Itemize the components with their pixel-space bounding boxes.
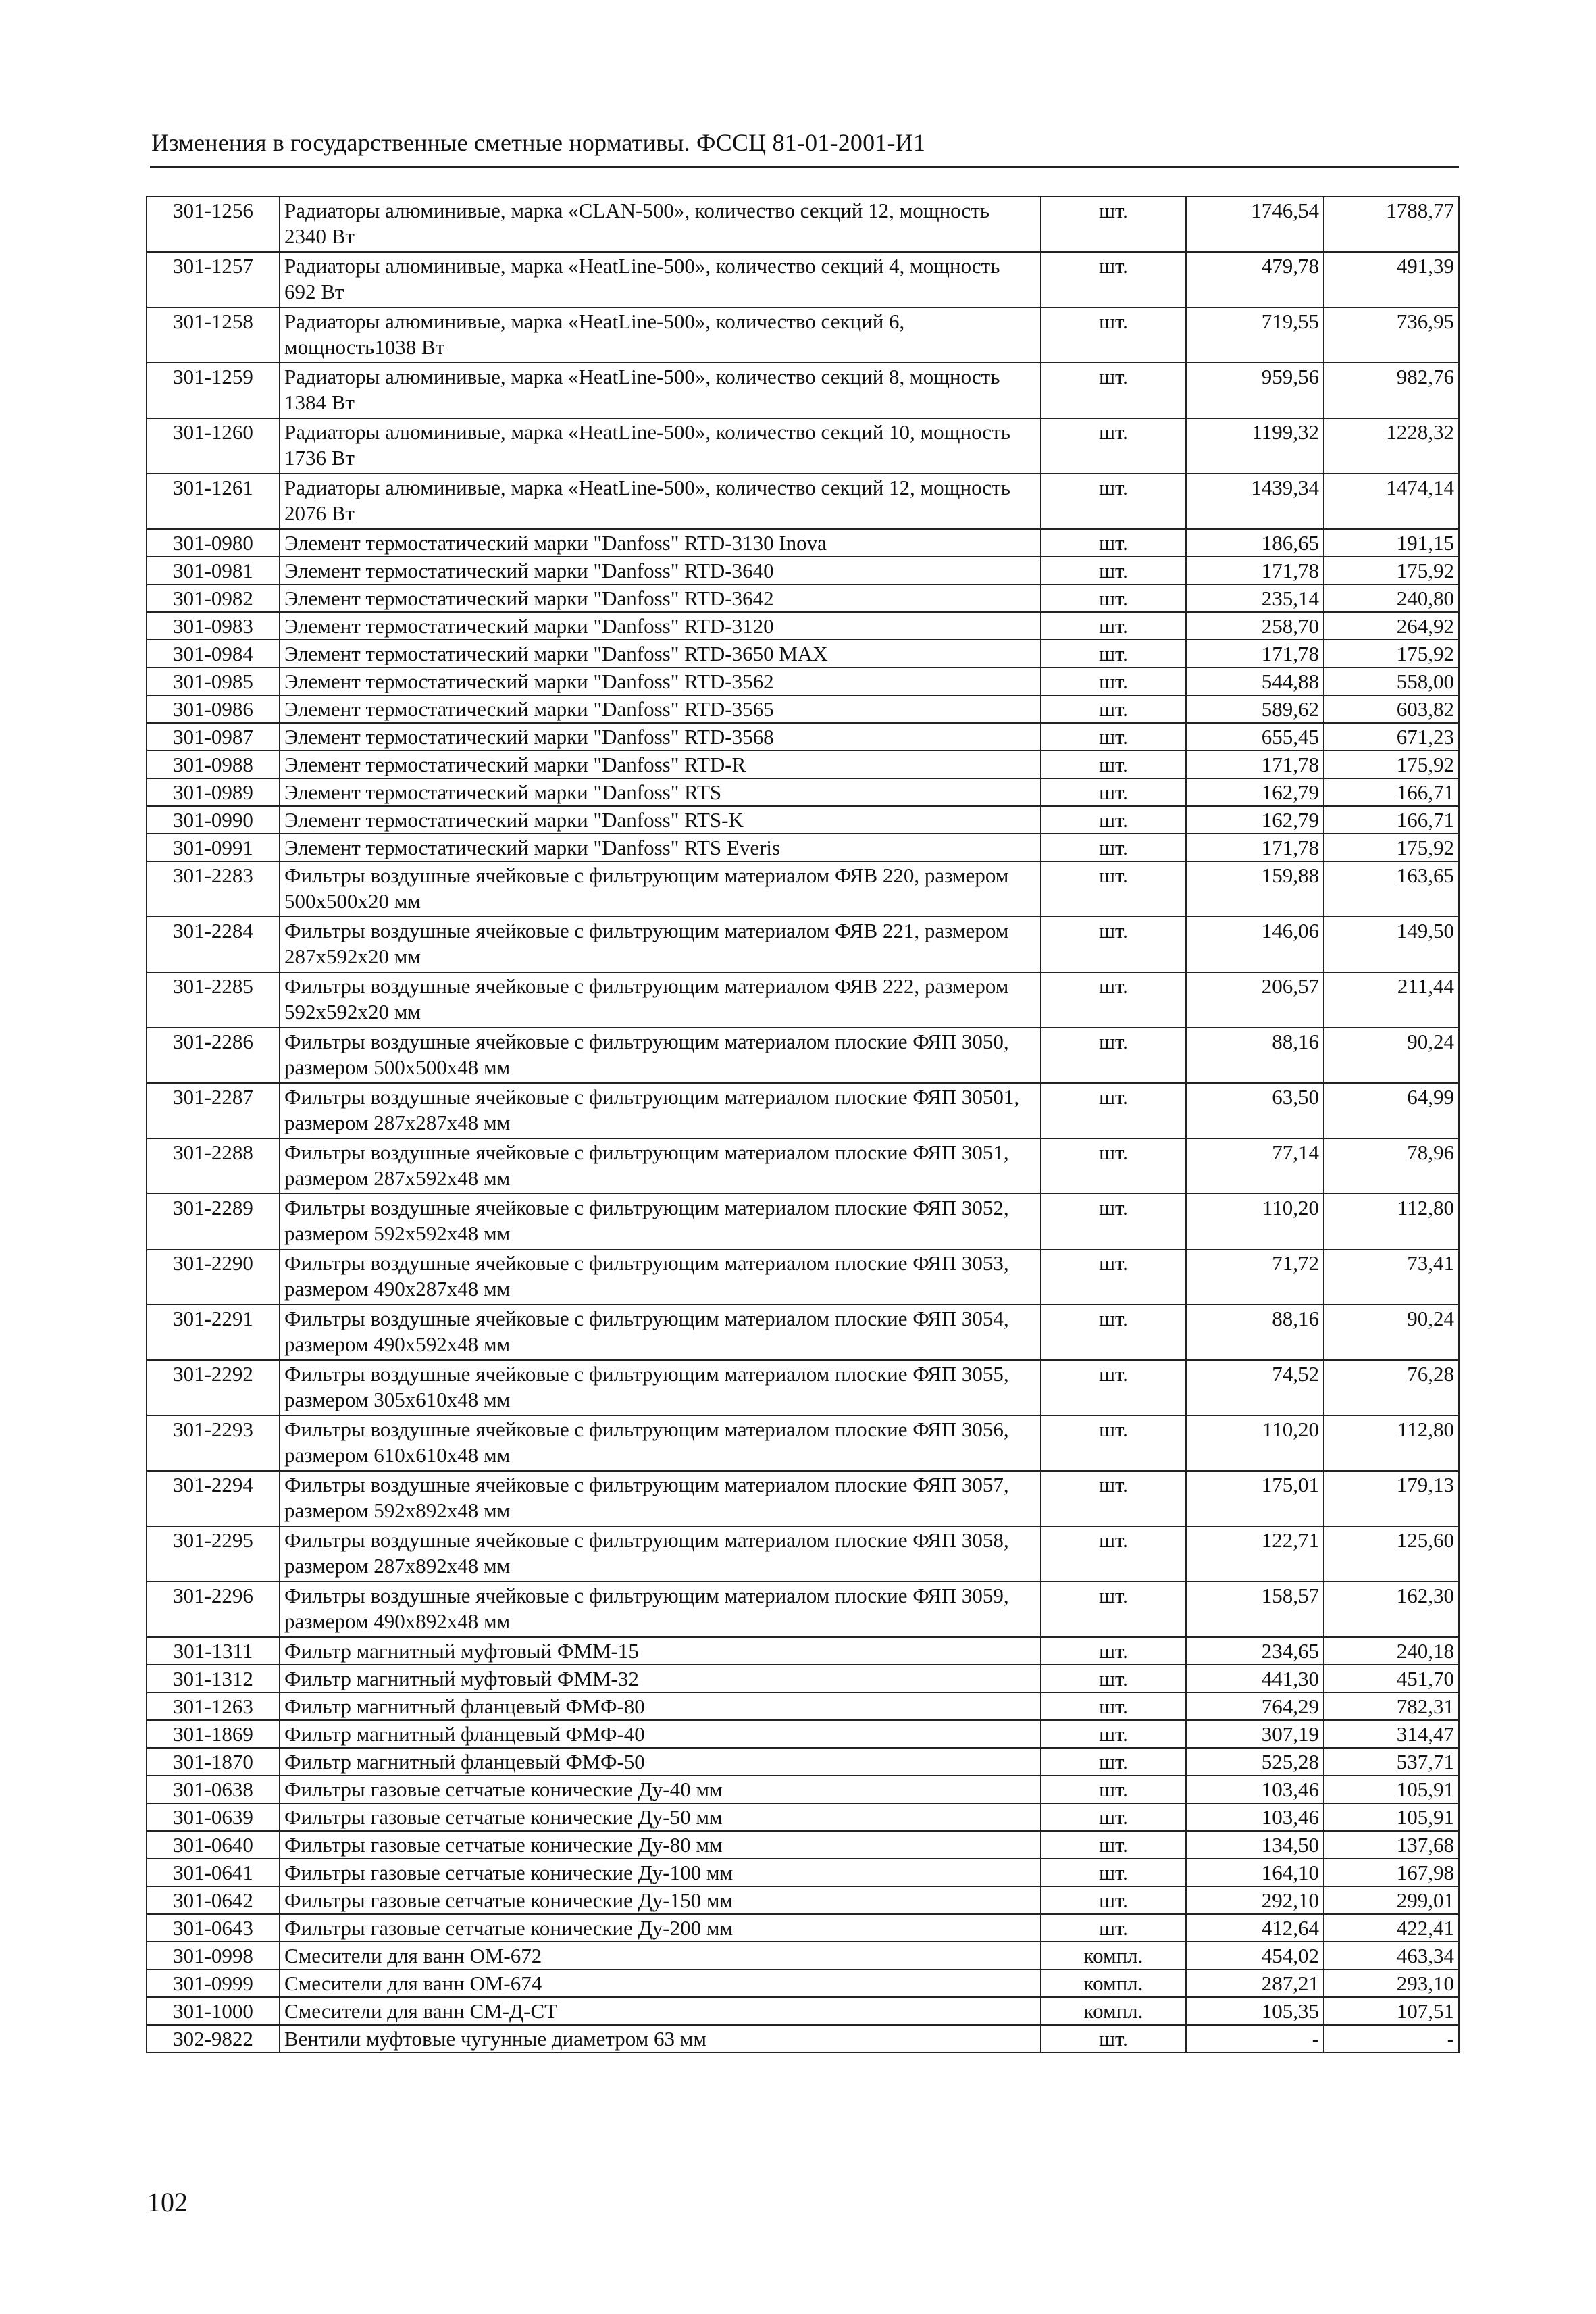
row-price-new: 1474,14 — [1324, 474, 1459, 529]
row-unit: шт. — [1041, 806, 1186, 834]
row-price-new: 537,71 — [1324, 1748, 1459, 1776]
row-name: Фильтры воздушные ячейковые с фильтрующим материалом плоские ФЯП 3051, размером 287х592х48 мм — [280, 1138, 1041, 1194]
table-row — [147, 363, 1459, 418]
row-code: 301-1870 — [147, 1748, 280, 1776]
row-price-current: 764,29 — [1186, 1692, 1324, 1720]
row-code: 301-2292 — [147, 1360, 280, 1415]
row-price-new: 76,28 — [1324, 1360, 1459, 1415]
row-name: Фильтры воздушные ячейковые с фильтрующим материалом плоские ФЯП 3057, размером 592х892х48 мм — [280, 1471, 1041, 1526]
row-name: Фильтры воздушные ячейковые с фильтрующим материалом ФЯВ 220, размером 500х500х20 мм — [280, 861, 1041, 917]
row-code: 301-0989 — [147, 778, 280, 806]
row-unit: шт. — [1041, 1859, 1186, 1886]
row-price-current: 71,72 — [1186, 1249, 1324, 1305]
row-name: Фильтры воздушные ячейковые с фильтрующим материалом плоские ФЯП 30501, размером 287х287х48 мм — [280, 1083, 1041, 1138]
row-code: 301-1259 — [147, 363, 280, 418]
table-row — [147, 1831, 1459, 1859]
row-price-current: 103,46 — [1186, 1803, 1324, 1831]
row-code: 301-0985 — [147, 668, 280, 695]
row-unit: шт. — [1041, 418, 1186, 474]
table-row — [147, 612, 1459, 640]
row-name: Фильтры воздушные ячейковые с фильтрующим материалом плоские ФЯП 3054, размером 490х592х48 мм — [280, 1305, 1041, 1360]
row-code: 301-0998 — [147, 1942, 280, 1969]
row-code: 301-0981 — [147, 557, 280, 584]
row-price-current: 122,71 — [1186, 1526, 1324, 1582]
row-unit: шт. — [1041, 917, 1186, 972]
row-price-new: 137,68 — [1324, 1831, 1459, 1859]
row-price-current: 544,88 — [1186, 668, 1324, 695]
table-row — [147, 917, 1459, 972]
row-price-current: 105,35 — [1186, 1997, 1324, 2025]
row-price-current: 134,50 — [1186, 1831, 1324, 1859]
row-price-new: 299,01 — [1324, 1886, 1459, 1914]
row-code: 301-2296 — [147, 1582, 280, 1637]
table-row — [147, 418, 1459, 474]
page-header-title: Изменения в государственные сметные нормативы. ФССЦ 81-01-2001-И1 — [151, 129, 926, 156]
row-code: 301-1256 — [147, 197, 280, 252]
row-unit: шт. — [1041, 1914, 1186, 1942]
row-price-new: 175,92 — [1324, 557, 1459, 584]
row-code: 301-0986 — [147, 695, 280, 723]
row-price-current: 454,02 — [1186, 1942, 1324, 1969]
row-code: 301-1257 — [147, 252, 280, 307]
row-price-new: 1788,77 — [1324, 197, 1459, 252]
row-price-current: 287,21 — [1186, 1969, 1324, 1997]
row-price-new: 73,41 — [1324, 1249, 1459, 1305]
row-name: Фильтр магнитный муфтовый ФММ-15 — [280, 1637, 1041, 1665]
row-code: 301-2286 — [147, 1028, 280, 1083]
row-name: Элемент термостатический марки "Danfoss" RTD-3640 — [280, 557, 1041, 584]
row-price-new: 105,91 — [1324, 1776, 1459, 1803]
row-name: Элемент термостатический марки "Danfoss" RTS — [280, 778, 1041, 806]
row-unit: шт. — [1041, 584, 1186, 612]
table-row — [147, 1415, 1459, 1471]
row-code: 301-1869 — [147, 1720, 280, 1748]
row-price-new: 64,99 — [1324, 1083, 1459, 1138]
row-price-current: 159,88 — [1186, 861, 1324, 917]
row-price-new: 982,76 — [1324, 363, 1459, 418]
row-code: 301-0990 — [147, 806, 280, 834]
row-unit: шт. — [1041, 1637, 1186, 1665]
table-row — [147, 1028, 1459, 1083]
table-row — [147, 1582, 1459, 1637]
row-price-current: 441,30 — [1186, 1665, 1324, 1692]
row-unit: шт. — [1041, 1748, 1186, 1776]
row-name: Фильтры воздушные ячейковые с фильтрующим материалом плоские ФЯП 3052, размером 592х592х48 мм — [280, 1194, 1041, 1249]
row-code: 301-1312 — [147, 1665, 280, 1692]
table-row — [147, 778, 1459, 806]
table-row — [147, 1194, 1459, 1249]
row-name: Фильтр магнитный фланцевый ФМФ-80 — [280, 1692, 1041, 1720]
table-row — [147, 723, 1459, 751]
row-code: 301-0640 — [147, 1831, 280, 1859]
row-price-new: 451,70 — [1324, 1665, 1459, 1692]
table-row — [147, 1249, 1459, 1305]
table-row — [147, 529, 1459, 557]
row-name: Фильтры газовые сетчатые конические Ду-100 мм — [280, 1859, 1041, 1886]
row-name: Фильтры воздушные ячейковые с фильтрующим материалом ФЯВ 222, размером 592х592х20 мм — [280, 972, 1041, 1028]
table-row — [147, 2025, 1459, 2053]
row-price-current: 1439,34 — [1186, 474, 1324, 529]
row-unit: шт. — [1041, 1720, 1186, 1748]
row-price-new: 179,13 — [1324, 1471, 1459, 1526]
row-price-current: 88,16 — [1186, 1028, 1324, 1083]
row-name: Радиаторы алюминивые, марка «CLAN-500», количество секций 12, мощность 2340 Вт — [280, 197, 1041, 252]
row-price-new: 191,15 — [1324, 529, 1459, 557]
row-unit: шт. — [1041, 557, 1186, 584]
page-number: 102 — [147, 2187, 188, 2217]
row-code: 301-0988 — [147, 751, 280, 778]
row-price-new: 211,44 — [1324, 972, 1459, 1028]
header-divider — [150, 166, 1459, 168]
row-price-current: 186,65 — [1186, 529, 1324, 557]
row-name: Фильтры газовые сетчатые конические Ду-200 мм — [280, 1914, 1041, 1942]
row-code: 301-0641 — [147, 1859, 280, 1886]
table-row — [147, 1305, 1459, 1360]
row-unit: шт. — [1041, 640, 1186, 668]
row-price-current: 103,46 — [1186, 1776, 1324, 1803]
row-unit: шт. — [1041, 307, 1186, 363]
table-row — [147, 1083, 1459, 1138]
row-name: Элемент термостатический марки "Danfoss" RTD-3565 — [280, 695, 1041, 723]
row-price-new: 603,82 — [1324, 695, 1459, 723]
row-price-new: 175,92 — [1324, 834, 1459, 861]
row-name: Радиаторы алюминивые, марка «HeatLine-500», количество секций 12, мощность 2076 Вт — [280, 474, 1041, 529]
row-price-new: 264,92 — [1324, 612, 1459, 640]
row-code: 301-2290 — [147, 1249, 280, 1305]
row-unit: шт. — [1041, 778, 1186, 806]
row-unit: шт. — [1041, 751, 1186, 778]
row-name: Фильтры воздушные ячейковые с фильтрующим материалом ФЯВ 221, размером 287х592х20 мм — [280, 917, 1041, 972]
row-price-current: 171,78 — [1186, 834, 1324, 861]
row-price-current: 171,78 — [1186, 640, 1324, 668]
row-name: Фильтр магнитный муфтовый ФММ-32 — [280, 1665, 1041, 1692]
row-name: Фильтр магнитный фланцевый ФМФ-40 — [280, 1720, 1041, 1748]
row-price-current: 258,70 — [1186, 612, 1324, 640]
row-unit: шт. — [1041, 1083, 1186, 1138]
table-row — [147, 861, 1459, 917]
row-name: Фильтры газовые сетчатые конические Ду-40 мм — [280, 1776, 1041, 1803]
table-row — [147, 197, 1459, 252]
row-code: 301-1311 — [147, 1637, 280, 1665]
row-price-current: 110,20 — [1186, 1415, 1324, 1471]
row-code: 301-1261 — [147, 474, 280, 529]
row-price-current: 158,57 — [1186, 1582, 1324, 1637]
table-row — [147, 1637, 1459, 1665]
table-row — [147, 1969, 1459, 1997]
row-price-new: 782,31 — [1324, 1692, 1459, 1720]
row-price-current: 146,06 — [1186, 917, 1324, 972]
row-code: 301-0639 — [147, 1803, 280, 1831]
row-price-new: 671,23 — [1324, 723, 1459, 751]
row-code: 301-2293 — [147, 1415, 280, 1471]
row-name: Фильтры воздушные ячейковые с фильтрующим материалом плоские ФЯП 3053, размером 490х287х48 мм — [280, 1249, 1041, 1305]
row-name: Элемент термостатический марки "Danfoss" RTD-3562 — [280, 668, 1041, 695]
row-unit: шт. — [1041, 1526, 1186, 1582]
row-code: 301-2287 — [147, 1083, 280, 1138]
row-unit: шт. — [1041, 834, 1186, 861]
table-row — [147, 1665, 1459, 1692]
row-price-new: 167,98 — [1324, 1859, 1459, 1886]
row-name: Радиаторы алюминивые, марка «HeatLine-500», количество секций 4, мощность 692 Вт — [280, 252, 1041, 307]
row-price-new: 90,24 — [1324, 1305, 1459, 1360]
table-row — [147, 640, 1459, 668]
row-unit: компл. — [1041, 1942, 1186, 1969]
table-row — [147, 751, 1459, 778]
row-price-new: - — [1324, 2025, 1459, 2053]
row-unit: шт. — [1041, 1415, 1186, 1471]
row-name: Элемент термостатический марки "Danfoss" RTD-3130 Inova — [280, 529, 1041, 557]
table-row — [147, 806, 1459, 834]
row-name: Фильтры воздушные ячейковые с фильтрующим материалом плоские ФЯП 3056, размером 610х610х48 мм — [280, 1415, 1041, 1471]
row-code: 301-2294 — [147, 1471, 280, 1526]
table-row — [147, 1886, 1459, 1914]
row-code: 301-0982 — [147, 584, 280, 612]
row-price-current: 162,79 — [1186, 778, 1324, 806]
row-unit: шт. — [1041, 1138, 1186, 1194]
row-name: Вентили муфтовые чугунные диаметром 63 мм — [280, 2025, 1041, 2053]
row-price-new: 314,47 — [1324, 1720, 1459, 1748]
table-row — [147, 1776, 1459, 1803]
row-price-current: 110,20 — [1186, 1194, 1324, 1249]
row-name: Смесители для ванн СМ-Д-СТ — [280, 1997, 1041, 2025]
table-row — [147, 1748, 1459, 1776]
table-row — [147, 307, 1459, 363]
row-code: 301-1000 — [147, 1997, 280, 2025]
row-price-new: 240,80 — [1324, 584, 1459, 612]
row-name: Элемент термостатический марки "Danfoss" RTD-R — [280, 751, 1041, 778]
row-price-new: 422,41 — [1324, 1914, 1459, 1942]
row-code: 301-2288 — [147, 1138, 280, 1194]
price-table-body — [147, 197, 1459, 2053]
row-code: 301-2289 — [147, 1194, 280, 1249]
row-name: Фильтры воздушные ячейковые с фильтрующим материалом плоские ФЯП 3050, размером 500х500х48 мм — [280, 1028, 1041, 1083]
row-name: Элемент термостатический марки "Danfoss" RTS Everis — [280, 834, 1041, 861]
row-unit: шт. — [1041, 1194, 1186, 1249]
row-unit: компл. — [1041, 1969, 1186, 1997]
row-price-current: 74,52 — [1186, 1360, 1324, 1415]
row-unit: шт. — [1041, 861, 1186, 917]
row-price-new: 558,00 — [1324, 668, 1459, 695]
row-unit: шт. — [1041, 723, 1186, 751]
table-row — [147, 252, 1459, 307]
row-price-new: 293,10 — [1324, 1969, 1459, 1997]
row-code: 301-0999 — [147, 1969, 280, 1997]
row-name: Фильтр магнитный фланцевый ФМФ-50 — [280, 1748, 1041, 1776]
row-price-current: 164,10 — [1186, 1859, 1324, 1886]
row-code: 301-0638 — [147, 1776, 280, 1803]
row-code: 301-0991 — [147, 834, 280, 861]
row-unit: шт. — [1041, 474, 1186, 529]
row-unit: шт. — [1041, 972, 1186, 1028]
row-name: Элемент термостатический марки "Danfoss" RTD-3642 — [280, 584, 1041, 612]
row-unit: шт. — [1041, 1692, 1186, 1720]
row-unit: шт. — [1041, 668, 1186, 695]
table-row — [147, 1526, 1459, 1582]
table-row — [147, 557, 1459, 584]
row-price-current: 1199,32 — [1186, 418, 1324, 474]
row-unit: компл. — [1041, 1997, 1186, 2025]
row-code: 301-0643 — [147, 1914, 280, 1942]
table-row — [147, 668, 1459, 695]
row-price-new: 491,39 — [1324, 252, 1459, 307]
table-row — [147, 1859, 1459, 1886]
row-price-new: 175,92 — [1324, 640, 1459, 668]
row-unit: шт. — [1041, 695, 1186, 723]
row-name: Радиаторы алюминивые, марка «HeatLine-500», количество секций 6, мощность1038 Вт — [280, 307, 1041, 363]
row-price-new: 162,30 — [1324, 1582, 1459, 1637]
row-name: Фильтры воздушные ячейковые с фильтрующим материалом плоские ФЯП 3055, размером 305х610х48 мм — [280, 1360, 1041, 1415]
row-price-new: 90,24 — [1324, 1028, 1459, 1083]
table-row — [147, 1942, 1459, 1969]
row-price-new: 736,95 — [1324, 307, 1459, 363]
row-unit: шт. — [1041, 529, 1186, 557]
table-row — [147, 584, 1459, 612]
row-code: 301-2291 — [147, 1305, 280, 1360]
row-name: Фильтры газовые сетчатые конические Ду-80 мм — [280, 1831, 1041, 1859]
row-code: 302-9822 — [147, 2025, 280, 2053]
row-price-new: 163,65 — [1324, 861, 1459, 917]
row-price-current: 77,14 — [1186, 1138, 1324, 1194]
row-name: Элемент термостатический марки "Danfoss" RTS-K — [280, 806, 1041, 834]
row-code: 301-1263 — [147, 1692, 280, 1720]
row-price-current: 589,62 — [1186, 695, 1324, 723]
row-price-current: 307,19 — [1186, 1720, 1324, 1748]
row-price-new: 240,18 — [1324, 1637, 1459, 1665]
row-unit: шт. — [1041, 1249, 1186, 1305]
table-row — [147, 1803, 1459, 1831]
row-price-current: 206,57 — [1186, 972, 1324, 1028]
row-name: Смесители для ванн ОМ-672 — [280, 1942, 1041, 1969]
table-row — [147, 1997, 1459, 2025]
row-price-current: 88,16 — [1186, 1305, 1324, 1360]
row-price-new: 105,91 — [1324, 1803, 1459, 1831]
row-price-new: 107,51 — [1324, 1997, 1459, 2025]
row-name: Смесители для ванн ОМ-674 — [280, 1969, 1041, 1997]
row-price-current: 162,79 — [1186, 806, 1324, 834]
row-name: Фильтры газовые сетчатые конические Ду-50 мм — [280, 1803, 1041, 1831]
row-unit: шт. — [1041, 1803, 1186, 1831]
row-unit: шт. — [1041, 1305, 1186, 1360]
row-price-current: 171,78 — [1186, 557, 1324, 584]
row-unit: шт. — [1041, 1886, 1186, 1914]
row-price-current: 479,78 — [1186, 252, 1324, 307]
table-row — [147, 1360, 1459, 1415]
row-price-current: 235,14 — [1186, 584, 1324, 612]
row-unit: шт. — [1041, 197, 1186, 252]
row-unit: шт. — [1041, 1776, 1186, 1803]
row-price-current: 959,56 — [1186, 363, 1324, 418]
row-name: Радиаторы алюминивые, марка «HeatLine-500», количество секций 10, мощность 1736 Вт — [280, 418, 1041, 474]
row-price-new: 112,80 — [1324, 1194, 1459, 1249]
row-unit: шт. — [1041, 1471, 1186, 1526]
row-name: Фильтры воздушные ячейковые с фильтрующим материалом плоские ФЯП 3059, размером 490х892х48 мм — [280, 1582, 1041, 1637]
row-price-new: 1228,32 — [1324, 418, 1459, 474]
table-row — [147, 695, 1459, 723]
row-code: 301-2295 — [147, 1526, 280, 1582]
price-table-container — [146, 196, 1460, 2053]
row-unit: шт. — [1041, 1665, 1186, 1692]
row-price-current: 412,64 — [1186, 1914, 1324, 1942]
row-code: 301-2283 — [147, 861, 280, 917]
row-name: Радиаторы алюминивые, марка «HeatLine-500», количество секций 8, мощность 1384 Вт — [280, 363, 1041, 418]
row-code: 301-2285 — [147, 972, 280, 1028]
row-code: 301-0983 — [147, 612, 280, 640]
row-unit: шт. — [1041, 2025, 1186, 2053]
row-price-new: 149,50 — [1324, 917, 1459, 972]
row-price-current: 171,78 — [1186, 751, 1324, 778]
row-code: 301-0642 — [147, 1886, 280, 1914]
row-unit: шт. — [1041, 252, 1186, 307]
row-code: 301-1258 — [147, 307, 280, 363]
row-code: 301-0980 — [147, 529, 280, 557]
row-price-new: 166,71 — [1324, 806, 1459, 834]
table-row — [147, 972, 1459, 1028]
row-code: 301-2284 — [147, 917, 280, 972]
row-price-new: 175,92 — [1324, 751, 1459, 778]
table-row — [147, 1471, 1459, 1526]
row-unit: шт. — [1041, 1831, 1186, 1859]
row-name: Элемент термостатический марки "Danfoss" RTD-3568 — [280, 723, 1041, 751]
row-unit: шт. — [1041, 612, 1186, 640]
row-name: Элемент термостатический марки "Danfoss" RTD-3120 — [280, 612, 1041, 640]
row-code: 301-1260 — [147, 418, 280, 474]
row-price-new: 112,80 — [1324, 1415, 1459, 1471]
row-price-new: 166,71 — [1324, 778, 1459, 806]
row-code: 301-0987 — [147, 723, 280, 751]
row-unit: шт. — [1041, 1028, 1186, 1083]
row-code: 301-0984 — [147, 640, 280, 668]
row-price-current: 234,65 — [1186, 1637, 1324, 1665]
price-table — [146, 196, 1460, 2053]
row-price-current: 1746,54 — [1186, 197, 1324, 252]
row-price-new: 78,96 — [1324, 1138, 1459, 1194]
row-unit: шт. — [1041, 1360, 1186, 1415]
row-name: Элемент термостатический марки "Danfoss" RTD-3650 MAX — [280, 640, 1041, 668]
row-price-new: 125,60 — [1324, 1526, 1459, 1582]
row-unit: шт. — [1041, 1582, 1186, 1637]
row-price-current: 292,10 — [1186, 1886, 1324, 1914]
row-price-current: 175,01 — [1186, 1471, 1324, 1526]
table-row — [147, 834, 1459, 861]
row-price-current: 655,45 — [1186, 723, 1324, 751]
row-price-current: 525,28 — [1186, 1748, 1324, 1776]
table-row — [147, 1720, 1459, 1748]
table-row — [147, 474, 1459, 529]
table-row — [147, 1914, 1459, 1942]
row-price-new: 463,34 — [1324, 1942, 1459, 1969]
row-price-current: 63,50 — [1186, 1083, 1324, 1138]
row-name: Фильтры газовые сетчатые конические Ду-150 мм — [280, 1886, 1041, 1914]
row-price-current: 719,55 — [1186, 307, 1324, 363]
table-row — [147, 1138, 1459, 1194]
row-name: Фильтры воздушные ячейковые с фильтрующим материалом плоские ФЯП 3058, размером 287х892х48 мм — [280, 1526, 1041, 1582]
row-price-current: - — [1186, 2025, 1324, 2053]
row-unit: шт. — [1041, 363, 1186, 418]
table-row — [147, 1692, 1459, 1720]
